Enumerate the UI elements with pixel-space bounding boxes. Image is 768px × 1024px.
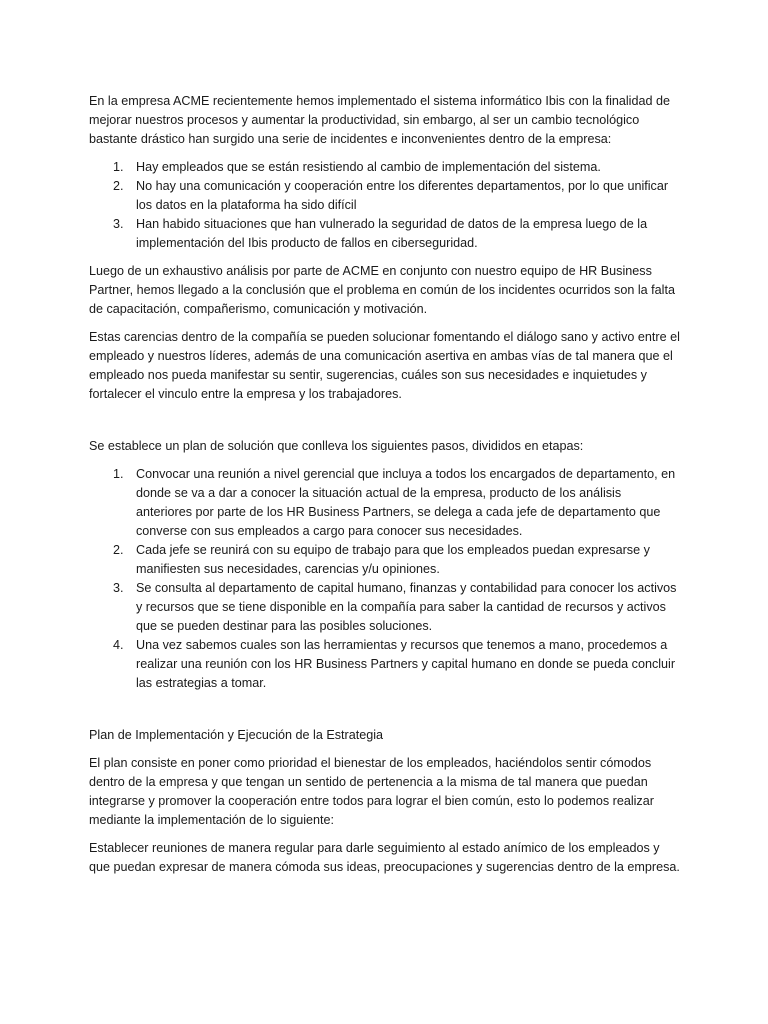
list-item: [89, 579, 680, 636]
list-item: [89, 465, 680, 541]
list-item: [89, 636, 680, 693]
list-item: [89, 177, 680, 215]
list-item-text: Cada jefe se reunirá con su equipo de trabajo para que los empleados puedan expresarse y manifiesten sus necesidades, carencias y/u opiniones.: [136, 543, 650, 576]
list-item-number: 3.: [113, 581, 124, 595]
list-item-number: 1.: [113, 467, 124, 481]
list-item-text: Convocar una reunión a nivel gerencial que incluya a todos los encargados de departamento, en donde se va a dar a conocer la situación actual de la empresa, producto de los análisis anteriores por parte de los HR Business Partners, se delega a cada jefe de departamento que converse con sus empleados a cargo para conocer sus necesidades.: [136, 467, 676, 538]
list-item-number: 2.: [113, 543, 124, 557]
steps-list: [89, 465, 680, 693]
list-item-text: No hay una comunicación y cooperación entre los diferentes departamentos, por lo que unificar los datos en la plataforma ha sido difícil: [136, 179, 669, 212]
list-item-number: 2.: [113, 179, 124, 193]
list-item-number: 3.: [113, 217, 124, 231]
list-item-text: Se consulta al departamento de capital humano, finanzas y contabilidad para conocer los activos y recursos que se tiene disponible en la compañía para saber la cantidad de recursos y activos que se pueden destinar para las posibles soluciones.: [136, 581, 677, 633]
intro-paragraph: En la empresa ACME recientemente hemos implementado el sistema informático Ibis con la finalidad de mejorar nuestros procesos y aumentar la productividad, sin embargo, al ser un cambio tecnológico bastante drástico han surgido una serie de incidentes e inconvenientes dentro de la empresa:: [89, 94, 670, 146]
list-item-text: Una vez sabemos cuales son las herramientas y recursos que tenemos a mano, procedemos a realizar una reunión con los HR Business Partners y capital humano en donde se pueda concluir las estrategias a tomar.: [136, 638, 676, 690]
list-item-number: 1.: [113, 160, 124, 174]
incidents-list: [89, 158, 680, 253]
list-item-number: 4.: [113, 638, 124, 652]
analysis-paragraph: Luego de un exhaustivo análisis por parte de ACME en conjunto con nuestro equipo de HR Business Partner, hemos llegado a la conclusión que el problema en común de los incidentes ocurridos son la falta de capacitación, compañerismo, comunicación y motivación.: [89, 264, 675, 316]
list-item: [89, 158, 680, 177]
meetings-paragraph: Establecer reuniones de manera regular para darle seguimiento al estado anímico de los empleados y que puedan expresar de manera cómoda sus ideas, preocupaciones y sugerencias dentro de la empresa.: [89, 841, 680, 874]
plan-body-paragraph: El plan consiste en poner como prioridad el bienestar de los empleados, haciéndolos sentir cómodos dentro de la empresa y que tengan un sentido de pertenencia a la misma de tal manera que puedan integrarse y promover la cooperación entre todos para lograr el bien común, esto lo podemos realizar mediante la implementación de lo siguiente:: [89, 756, 654, 827]
list-item-text: Han habido situaciones que han vulnerado la seguridad de datos de la empresa luego de la implementación del Ibis producto de fallos en ciberseguridad.: [136, 217, 648, 250]
list-item: [89, 541, 680, 579]
plan-intro-paragraph: Se establece un plan de solución que conlleva los siguientes pasos, divididos en etapas:: [89, 439, 584, 453]
section-heading: Plan de Implementación y Ejecución de la Estrategia: [89, 728, 384, 742]
list-item-text: Hay empleados que se están resistiendo al cambio de implementación del sistema.: [136, 160, 601, 174]
solution-paragraph: Estas carencias dentro de la compañía se pueden solucionar fomentando el diálogo sano y activo entre el empleado y nuestros líderes, además de una comunicación asertiva en ambas vías de tal manera que el empleado nos pueda manifestar su sentir, sugerencias, cuáles son sus necesidades e inquietudes y fortalecer el vinculo entre la empresa y los trabajadores.: [89, 330, 680, 401]
list-item: [89, 215, 680, 253]
